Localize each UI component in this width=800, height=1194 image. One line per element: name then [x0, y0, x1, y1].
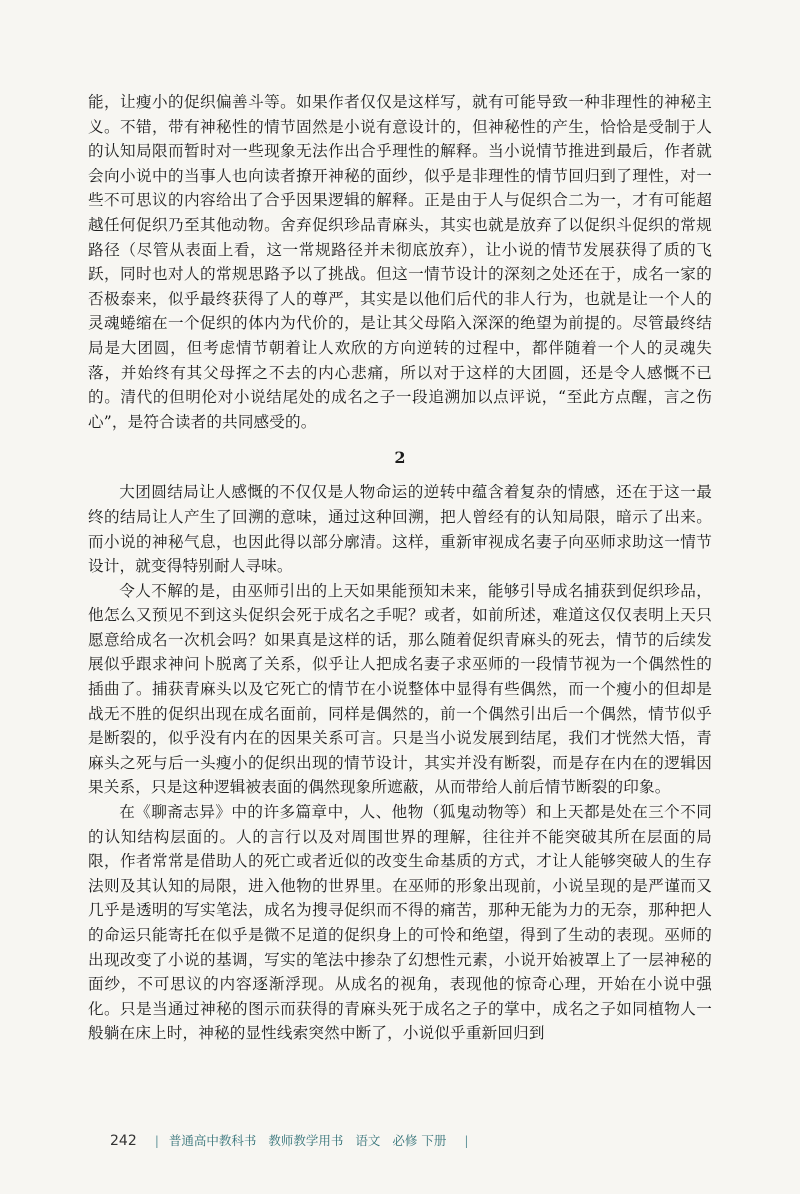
paragraph-4: 在《聊斋志异》中的许多篇章中，人、他物（狐鬼动物等）和上天都是处在三个不同的认知结构层面的。人的言行以及对周围世界的理解，往往并不能突破其所在层面的局限，作者常常是借助人的死亡或者近似的改变生命基质的方式，才让人能够突破人的生存法则及其认知的局限，进入他物的世界里。在巫师的形象出现前，小说呈现的是严谨而又几乎是透明的写实笔法，成名为搜寻促织而不得的痛苦，那种无能为力的无奈，那种把人的命运只能寄托在似乎是微不足道的促织身上的可怜和绝望，得到了生动的表现。巫师的出现改变了小说的基调，写实的笔法中掺杂了幻想性元素，小说开始被罩上了一层神秘的面纱，不可思议的内容逐渐浮现。从成名的视角，表现他的惊奇心理，开始在小说中强化。只是当通过神秘的图示而获得的青麻头死于成名之子的掌中，成名之子如同植物人一般躺在床上时，神秘的显性线索突然中断了，小说似乎重新回归到 — [88, 803, 712, 1043]
page-footer — [110, 1131, 475, 1149]
footer-subject: 语文 — [355, 1133, 381, 1148]
paragraph-1: 能，让瘦小的促织偏善斗等。如果作者仅仅是这样写，就有可能导致一种非理性的神秘主义。不错，带有神秘性的情节固然是小说有意设计的，但神秘性的产生，恰恰是受制于人的认知局限而暂时对一些现象无法作出合乎理性的解释。当小说情节推进到最后，作者就会向小说中的当事人也向读者撩开神秘的面纱，似乎是非理性的情节回归到了理性，对一些不可思议的内容给出了合乎因果逻辑的解释。正是由于人与促织合二为一，才有可能超越任何促织乃至其他动物。舍弃促织珍品青麻头，其实也就是放弃了以促织斗促织的常规路径（尽管从表面上看，这一常规路径并未彻底放弃），让小说的情节发展获得了质的飞跃，同时也对人的常规思路予以了挑战。但这一情节设计的深刻之处还在于，成名一家的否极泰来，似乎最终获得了人的尊严，其实是以他们后代的非人行为，也就是让一个人的灵魂蜷缩在一个促织的体内为代价的，是让其父母陷入深深的绝望为前提的。尽管最终结局是大团圆，但考虑情节朝着让人欢欣的方向逆转的过程中，都伴随着一个人的灵魂失落，并始终有其父母挥之不去的内心悲痛，所以对于这样的大团圆，还是令人感慨不已的。清代的但明伦对小说结尾处的成名之子一段追溯加以点评说，“至此方点醒，言之伤心”，是符合读者的共同感受的。 — [88, 93, 712, 431]
footer-volume: 必修 下册 — [392, 1133, 447, 1148]
body-text — [88, 90, 712, 1046]
paragraph-3: 令人不解的是，由巫师引出的上天如果能预知未来，能够引导成名捕获到促织珍品，他怎么又预见不到这头促织会死于成名之手呢？或者，如前所述，难道这仅仅表明上天只愿意给成名一次机会吗？如果真是这样的话，那么随着促织青麻头的死去，情节的后续发展似乎跟求神问卜脱离了关系，似乎让人把成名妻子求巫师的一段情节视为一个偶然性的插曲了。捕获青麻头以及它死亡的情节在小说整体中显得有些偶然，而一个瘦小的但却是战无不胜的促织出现在成名面前，同样是偶然的，前一个偶然引出后一个偶然，情节似乎是断裂的，似乎没有内在的因果关系可言。只是当小说发展到结尾，我们才恍然大悟，青麻头之死与后一头瘦小的促织出现的情节设计，其实并没有断裂，而是存在内在的逻辑因果关系，只是这种逻辑被表面的偶然现象所遮蔽，从而带给人前后情节断裂的印象。 — [88, 581, 712, 797]
footer-book-title: 普通高中教科书 — [168, 1133, 257, 1148]
footer-separator: | — [154, 1133, 159, 1148]
page-number: 242 — [110, 1133, 137, 1149]
section-number: 2 — [394, 448, 406, 468]
paragraph-2: 大团圆结局让人感慨的不仅仅是人物命运的逆转中蕴含着复杂的情感，还在于这一最终的结局让人产生了回溯的意味，通过这种回溯，把人曾经有的认知局限，暗示了出来。而小说的神秘气息，也因此得以部分廓清。这样，重新审视成名妻子向巫师求助这一情节设计，就变得特别耐人寻味。 — [88, 483, 712, 576]
footer-book-type: 教师教学用书 — [268, 1133, 344, 1148]
footer-separator-end: | — [464, 1133, 469, 1148]
